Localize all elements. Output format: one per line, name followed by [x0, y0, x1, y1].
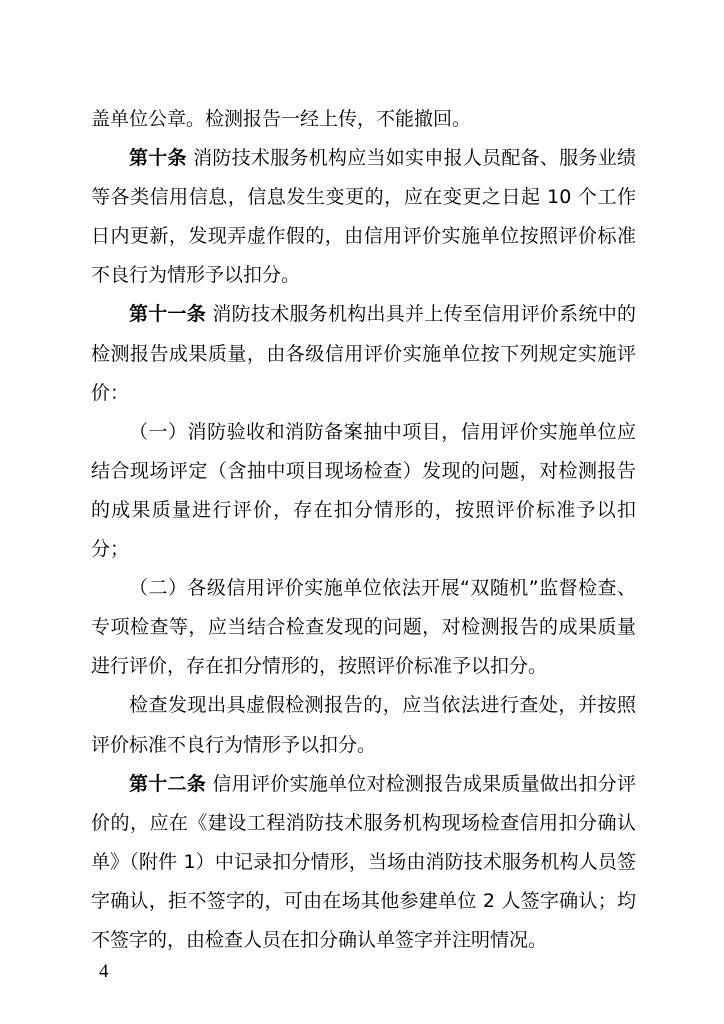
- paragraph-text: 盖单位公章。检测报告一经上传，不能撤回。: [91, 108, 472, 130]
- article-10-paragraph: [91, 139, 636, 295]
- document-body: [91, 100, 636, 960]
- false-report-paragraph: [91, 686, 636, 764]
- article-11-text: 消防技术服务机构出具并上传至信用评价系统中的检测报告成果质量，由各级信用评价实施单位按下列规定实施评价：: [91, 303, 636, 404]
- clause-2-text: （二）各级信用评价实施单位依法开展“双随机”监督检查、专项检查等，应当结合检查发现的问题，对检测报告的成果质量进行评价，存在扣分情形的，按照评价标准予以扣分。: [91, 577, 636, 678]
- clause-1-paragraph: [91, 413, 636, 569]
- article-10-text: 消防技术服务机构应当如实申报人员配备、服务业绩等各类信用信息，信息发生变更的，应在变更之日起 10 个工作日内更新，发现弄虚作假的，由信用评价实施单位按照评价标准不良行为情形予以扣分。: [91, 147, 636, 287]
- page-number: 4: [99, 961, 109, 982]
- false-report-text: 检查发现出具虚假检测报告的，应当依法进行查处，并按照评价标准不良行为情形予以扣分。: [91, 694, 636, 756]
- article-10-heading: 第十条: [129, 147, 187, 170]
- article-11-heading: 第十一条: [129, 303, 207, 326]
- article-12-paragraph: [91, 765, 636, 960]
- article-12-text: 信用评价实施单位对检测报告成果质量做出扣分评价的，应在《建设工程消防技术服务机构现场检查信用扣分确认单》（附件 1）中记录扣分情形，当场由消防技术服务机构人员签字确认，拒不签字的，可由在场其他参建单位 2 人签字确认；均不签字的，由检查人员在扣分确认单签字并注明情况。: [91, 772, 636, 951]
- article-12-heading: 第十二条: [129, 772, 207, 795]
- paragraph-continuation: [91, 100, 636, 139]
- article-11-paragraph: [91, 295, 636, 412]
- clause-1-text: （一）消防验收和消防备案抽中项目，信用评价实施单位应结合现场评定（含抽中项目现场检查）发现的问题，对检测报告的成果质量进行评价，存在扣分情形的，按照评价标准予以扣分；: [91, 420, 636, 561]
- clause-2-paragraph: [91, 569, 636, 686]
